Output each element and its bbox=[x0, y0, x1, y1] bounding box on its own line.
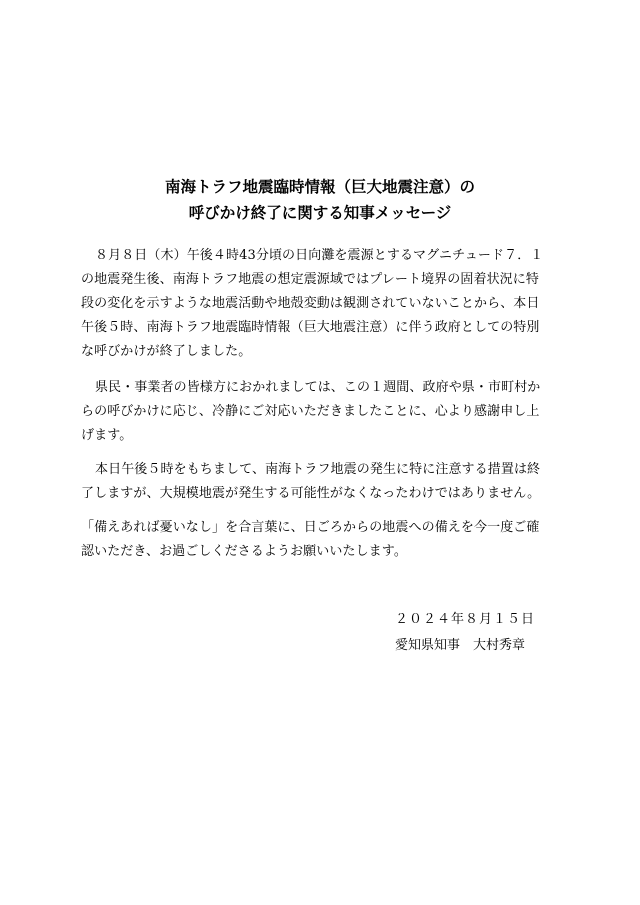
paragraph-line: 県民・事業者の皆様方におかれましては、この１週間、政府や県・市町村か bbox=[95, 380, 541, 395]
title-line-1: 南海トラフ地震臨時情報（巨大地震注意）の bbox=[164, 178, 475, 196]
paragraph-line: 段の変化を示すような地震活動や地殻変動は観測されていないことから、本日 bbox=[81, 296, 540, 311]
paragraph-line: な呼びかけが終了しました。 bbox=[81, 344, 252, 359]
signature-name: 愛知県知事 大村秀章 bbox=[395, 638, 526, 653]
paragraph-line: 本日午後５時をもちまして、南海トラフ地震の発生に特に注意する措置は終 bbox=[95, 462, 541, 477]
paragraph-3 bbox=[81, 458, 569, 506]
paragraph-line: 了しますが、大規模地震が発生する可能性がなくなったわけではありません。 bbox=[81, 486, 541, 501]
title-line-2: 呼びかけ終了に関する知事メッセージ bbox=[188, 204, 452, 222]
paragraph-line: らの呼びかけに応じ、冷静にご対応いただきましたことに、心より感謝申し上 bbox=[81, 404, 540, 419]
signature-date: ２０２４年８月１５日 bbox=[395, 612, 536, 627]
paragraph-line: 「備えあれば憂いなし」を合言葉に、日ごろからの地震への備えを今一度ご確 bbox=[81, 520, 540, 535]
paragraph-1 bbox=[81, 244, 569, 364]
paragraph-line: 認いただき、お過ごしくださるようお願いいたします。 bbox=[81, 544, 407, 559]
paragraph-line: ８月８日（木）午後４時43分頃の日向灘を震源とするマグニチュード７．１ bbox=[95, 248, 544, 263]
paragraph-4 bbox=[81, 516, 569, 564]
paragraph-2 bbox=[81, 376, 569, 448]
paragraph-line: 午後５時、南海トラフ地震臨時情報（巨大地震注意）に伴う政府としての特別 bbox=[81, 320, 540, 335]
paragraph-line: げます。 bbox=[81, 428, 133, 443]
paragraph-line: の地震発生後、南海トラフ地震の想定震源域ではプレート境界の固着状況に特 bbox=[81, 272, 539, 287]
